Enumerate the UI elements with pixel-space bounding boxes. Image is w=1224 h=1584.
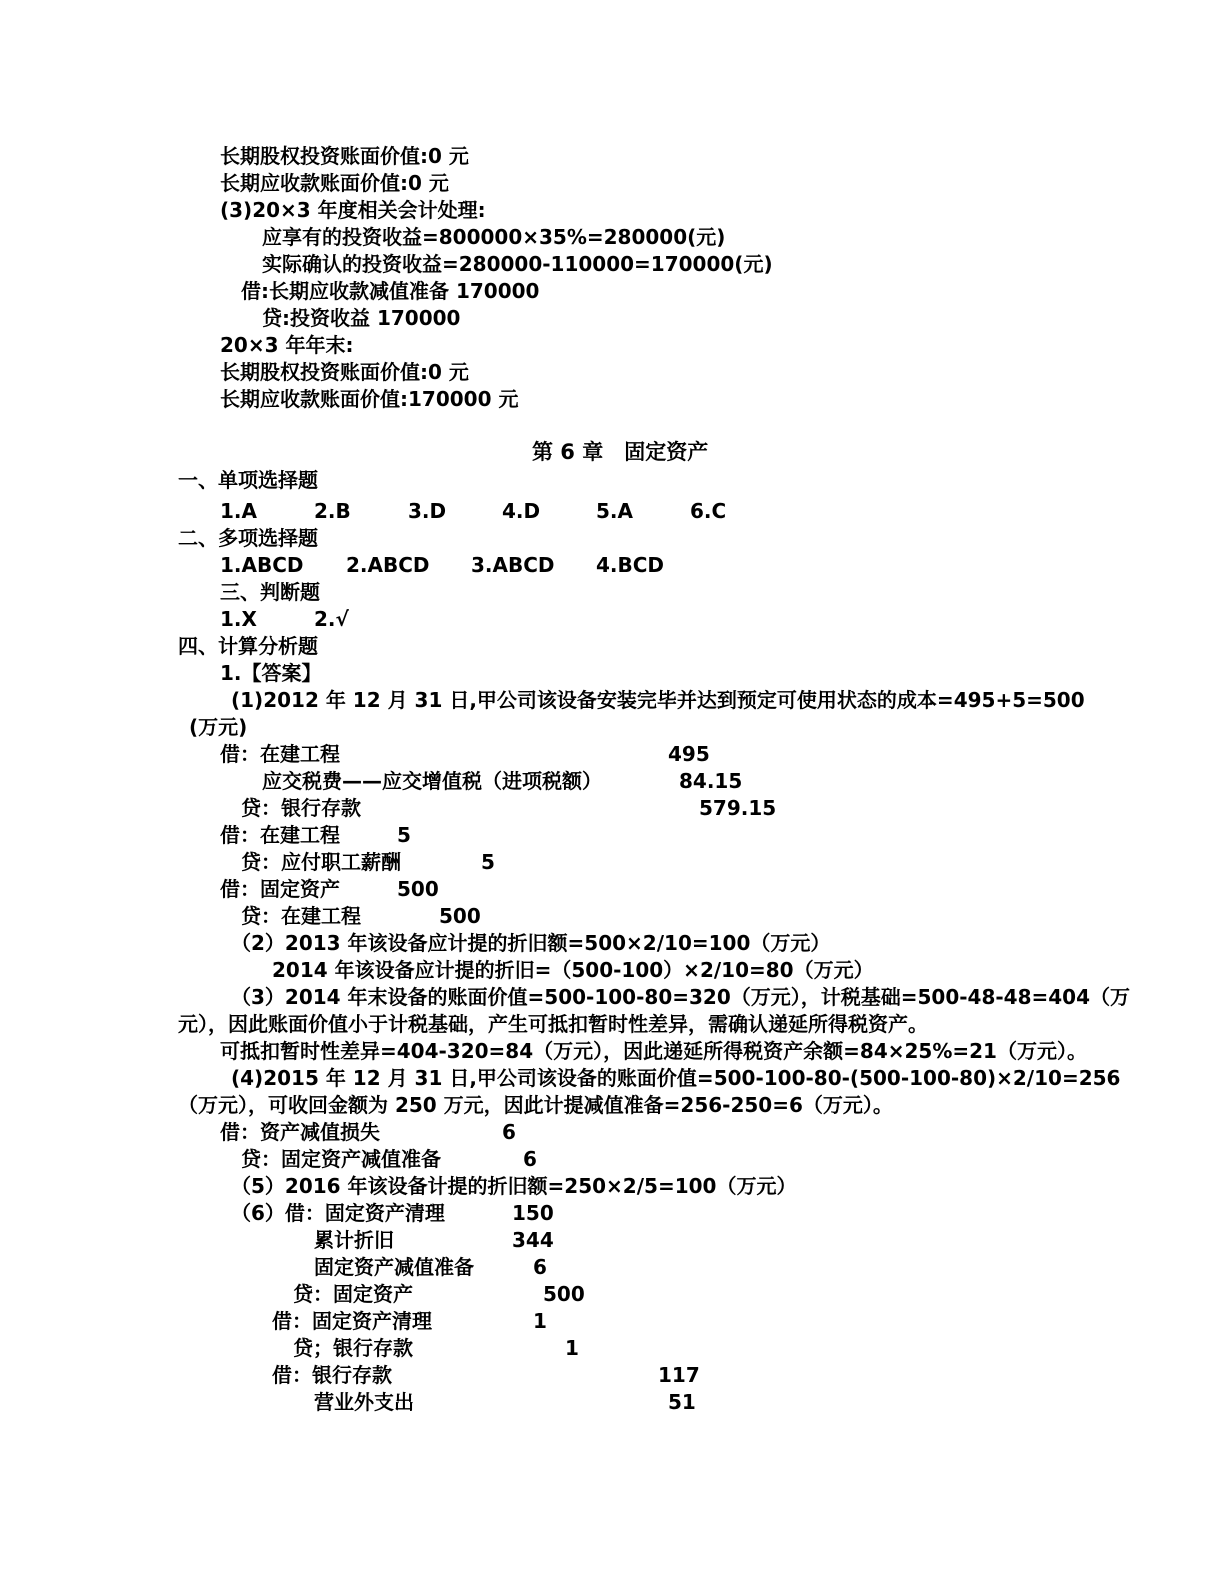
journal-entry-amount: 344 [512,1228,554,1252]
journal-entry-amount: 500 [439,904,481,928]
journal-entry-amount: 6 [533,1255,547,1279]
journal-entry-line: 借:长期应收款减值准备 170000 [241,279,540,303]
text-line: （5）2016 年该设备计提的折旧额=250×2/5=100（万元） [231,1174,797,1198]
text-line: (4)2015 年 12 月 31 日,甲公司该设备的账面价值=500-100-80-(500-100-80)×2/10=256 [231,1066,1121,1090]
answer-item: 3.ABCD [471,553,555,577]
journal-entry-line: 贷：银行存款 [241,796,361,820]
section-heading: 一、单项选择题 [178,468,318,492]
answer-item: 1.A [220,499,257,523]
text-line: (3)20×3 年度相关会计处理: [220,198,486,222]
answer-label: 1.【答案】 [220,661,322,685]
journal-entry-amount: 1 [565,1336,579,1360]
text-line: 长期应收款账面价值:0 元 [220,171,449,195]
text-line: 可抵扣暂时性差异=404-320=84（万元），因此递延所得税资产余额=84×25%=21（万元）。 [220,1039,1087,1063]
text-line: 实际确认的投资收益=280000-110000=170000(元) [262,252,773,276]
answer-item: 4.BCD [596,553,665,577]
journal-entry-amount: 579.15 [699,796,777,820]
answer-item: 2.√ [314,607,349,631]
journal-entry-amount: 500 [397,877,439,901]
text-line: 20×3 年年末: [220,333,354,357]
journal-entry-line: 应交税费——应交增值税（进项税额） [262,769,602,793]
journal-entry-line: 贷：在建工程 [241,904,361,928]
text-line: 2014 年该设备应计提的折旧=（500-100）×2/10=80（万元） [272,958,874,982]
section-heading: 四、计算分析题 [178,634,318,658]
journal-entry-line: （6）借：固定资产清理 [231,1201,445,1225]
text-line: （万元），可收回金额为 250 万元，因此计提减值准备=256-250=6（万元）。 [178,1093,893,1117]
journal-entry-line: 贷；银行存款 [293,1336,413,1360]
journal-entry-amount: 6 [523,1147,537,1171]
journal-entry-amount: 150 [512,1201,554,1225]
section-heading: 二、多项选择题 [178,526,318,550]
answer-item: 6.C [690,499,727,523]
text-line: 长期股权投资账面价值:0 元 [220,360,469,384]
journal-entry-line: 营业外支出 [314,1390,414,1414]
text-line: 长期股权投资账面价值:0 元 [220,144,469,168]
text-line: 长期应收款账面价值:170000 元 [220,387,519,411]
journal-entry-line: 累计折旧 [314,1228,394,1252]
answer-item: 2.B [314,499,351,523]
section-heading: 三、判断题 [220,580,320,604]
text-line: 应享有的投资收益=800000×35%=280000(元) [262,225,726,249]
journal-entry-amount: 5 [481,850,495,874]
answer-item: 4.D [502,499,541,523]
journal-entry-amount: 6 [502,1120,516,1144]
answer-item: 5.A [596,499,633,523]
journal-entry-amount: 5 [397,823,411,847]
text-line: 元），因此账面价值小于计税基础，产生可抵扣暂时性差异，需确认递延所得税资产。 [178,1012,928,1036]
journal-entry-line: 贷:投资收益 170000 [262,306,461,330]
journal-entry-amount: 500 [543,1282,585,1306]
journal-entry-line: 固定资产减值准备 [314,1255,474,1279]
chapter-title: 第 6 章 固定资产 [532,440,709,464]
journal-entry-line: 借：银行存款 [272,1363,392,1387]
journal-entry-line: 贷：固定资产 [293,1282,413,1306]
journal-entry-amount: 84.15 [679,769,743,793]
journal-entry-amount: 495 [668,742,710,766]
journal-entry-line: 借：在建工程 [220,742,340,766]
journal-entry-amount: 1 [533,1309,547,1333]
text-line: （3）2014 年末设备的账面价值=500-100-80=320（万元），计税基础=500-48-48=404（万 [231,985,1131,1009]
journal-entry-line: 借：固定资产清理 [272,1309,432,1333]
journal-entry-line: 借：在建工程 [220,823,340,847]
answer-item: 3.D [408,499,447,523]
text-line: (万元) [189,715,248,739]
answer-item: 2.ABCD [346,553,430,577]
journal-entry-amount: 51 [668,1390,696,1414]
answer-item: 1.ABCD [220,553,304,577]
journal-entry-line: 借：资产减值损失 [220,1120,380,1144]
journal-entry-line: 贷：固定资产减值准备 [241,1147,441,1171]
text-line: (1)2012 年 12 月 31 日,甲公司该设备安装完毕并达到预定可使用状态的成本=495+5=500 [231,688,1085,712]
answer-item: 1.X [220,607,257,631]
text-line: （2）2013 年该设备应计提的折旧额=500×2/10=100（万元） [231,931,831,955]
journal-entry-amount: 117 [658,1363,700,1387]
journal-entry-line: 借：固定资产 [220,877,340,901]
journal-entry-line: 贷：应付职工薪酬 [241,850,401,874]
